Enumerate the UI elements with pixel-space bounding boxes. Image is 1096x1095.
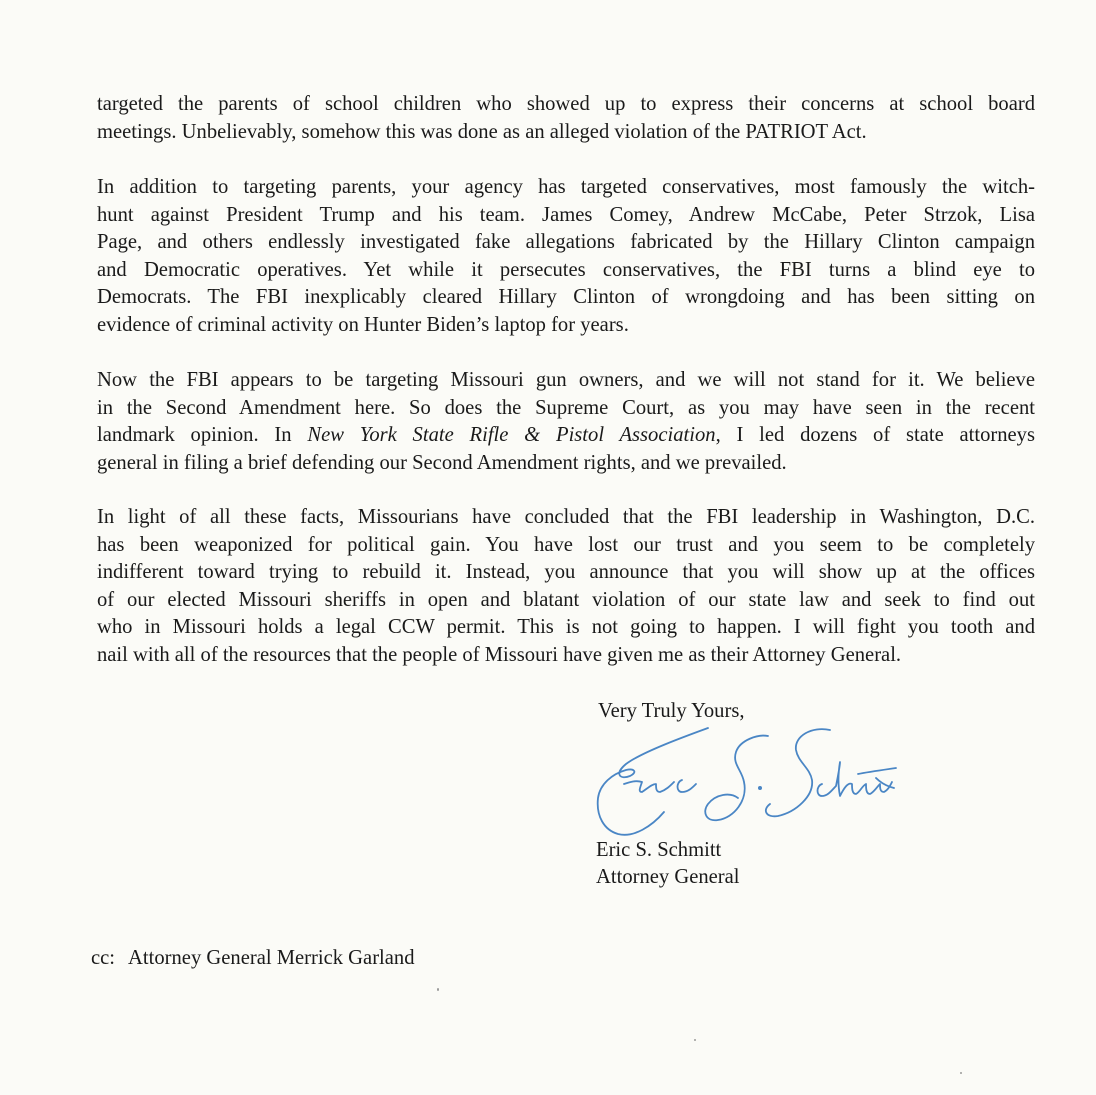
paragraph-conclusion (97, 504, 1035, 670)
paragraph-conservatives-targeted (97, 174, 1035, 340)
paragraph-line: In addition to targeting parents, your agency has targeted conservatives, most famously the witch- (97, 176, 1035, 198)
paragraph-line: meetings. Unbelievably, somehow this was done as an alleged violation of the PATRIOT Act. (97, 120, 867, 143)
cc-recipient: Attorney General Merrick Garland (128, 947, 415, 969)
paragraph-line: In light of all these facts, Missourians have concluded that the FBI leadership in Washington, D.C. (97, 506, 1035, 528)
paragraph-line: nail with all of the resources that the people of Missouri have given me as their Attorney General. (97, 643, 902, 666)
paragraph-line: indifferent toward trying to rebuild it. Instead, you announce that you will show up at the offices (97, 561, 1035, 584)
handwritten-signature (590, 722, 900, 847)
signer-title: Attorney General (596, 866, 740, 888)
cc-line (91, 945, 415, 972)
paper-speck (694, 1039, 696, 1041)
paragraph-line: evidence of criminal activity on Hunter Biden’s laptop for years. (97, 313, 629, 336)
paragraph-line: hunt against President Trump and his team. James Comey, Andrew McCabe, Peter Strzok, Lisa (97, 203, 1035, 226)
paragraph-line: in the Second Amendment here. So does the Supreme Court, as you may have seen in the recent (97, 396, 1035, 419)
line-text: , I led dozens of state attorneys (715, 424, 1035, 447)
paragraph-line: Page, and others endlessly investigated fake allegations fabricated by the Hillary Clinton campaign (97, 231, 1035, 254)
line-text: landmark opinion. In (97, 424, 308, 447)
paragraph-line: has been weaponized for political gain. You have lost our trust and you seem to be completely (97, 533, 1035, 556)
paragraph-line-with-case-name (97, 422, 1035, 450)
closing-salutation: Very Truly Yours, (598, 700, 745, 722)
paragraph-line: Democrats. The FBI inexplicably cleared Hillary Clinton of wrongdoing and has been sitting on (97, 286, 1035, 309)
signer-name: Eric S. Schmitt (596, 839, 722, 861)
cc-label: cc: (91, 947, 116, 969)
paragraph-line: of our elected Missouri sheriffs in open and blatant violation of our state law and seek to find out (97, 588, 1035, 611)
paragraph-line: who in Missouri holds a legal CCW permit. This is not going to happen. I will fight you tooth and (97, 616, 1035, 639)
paragraph-parents-targeted (97, 91, 1035, 146)
paragraph-line: general in filing a brief defending our Second Amendment rights, and we prevailed. (97, 451, 787, 474)
paragraph-gun-owners (97, 367, 1035, 477)
paragraph-line: Now the FBI appears to be targeting Missouri gun owners, and we will not stand for it. We believe (97, 369, 1035, 391)
case-name: New York State Rifle & Pistol Association (307, 424, 716, 447)
paragraph-line: targeted the parents of school children who showed up to express their concerns at school board (97, 93, 1035, 115)
paper-speck (437, 988, 439, 991)
paper-speck (960, 1072, 962, 1074)
paragraph-line: and Democratic operatives. Yet while it persecutes conservatives, the FBI turns a blind eye to (97, 258, 1035, 281)
